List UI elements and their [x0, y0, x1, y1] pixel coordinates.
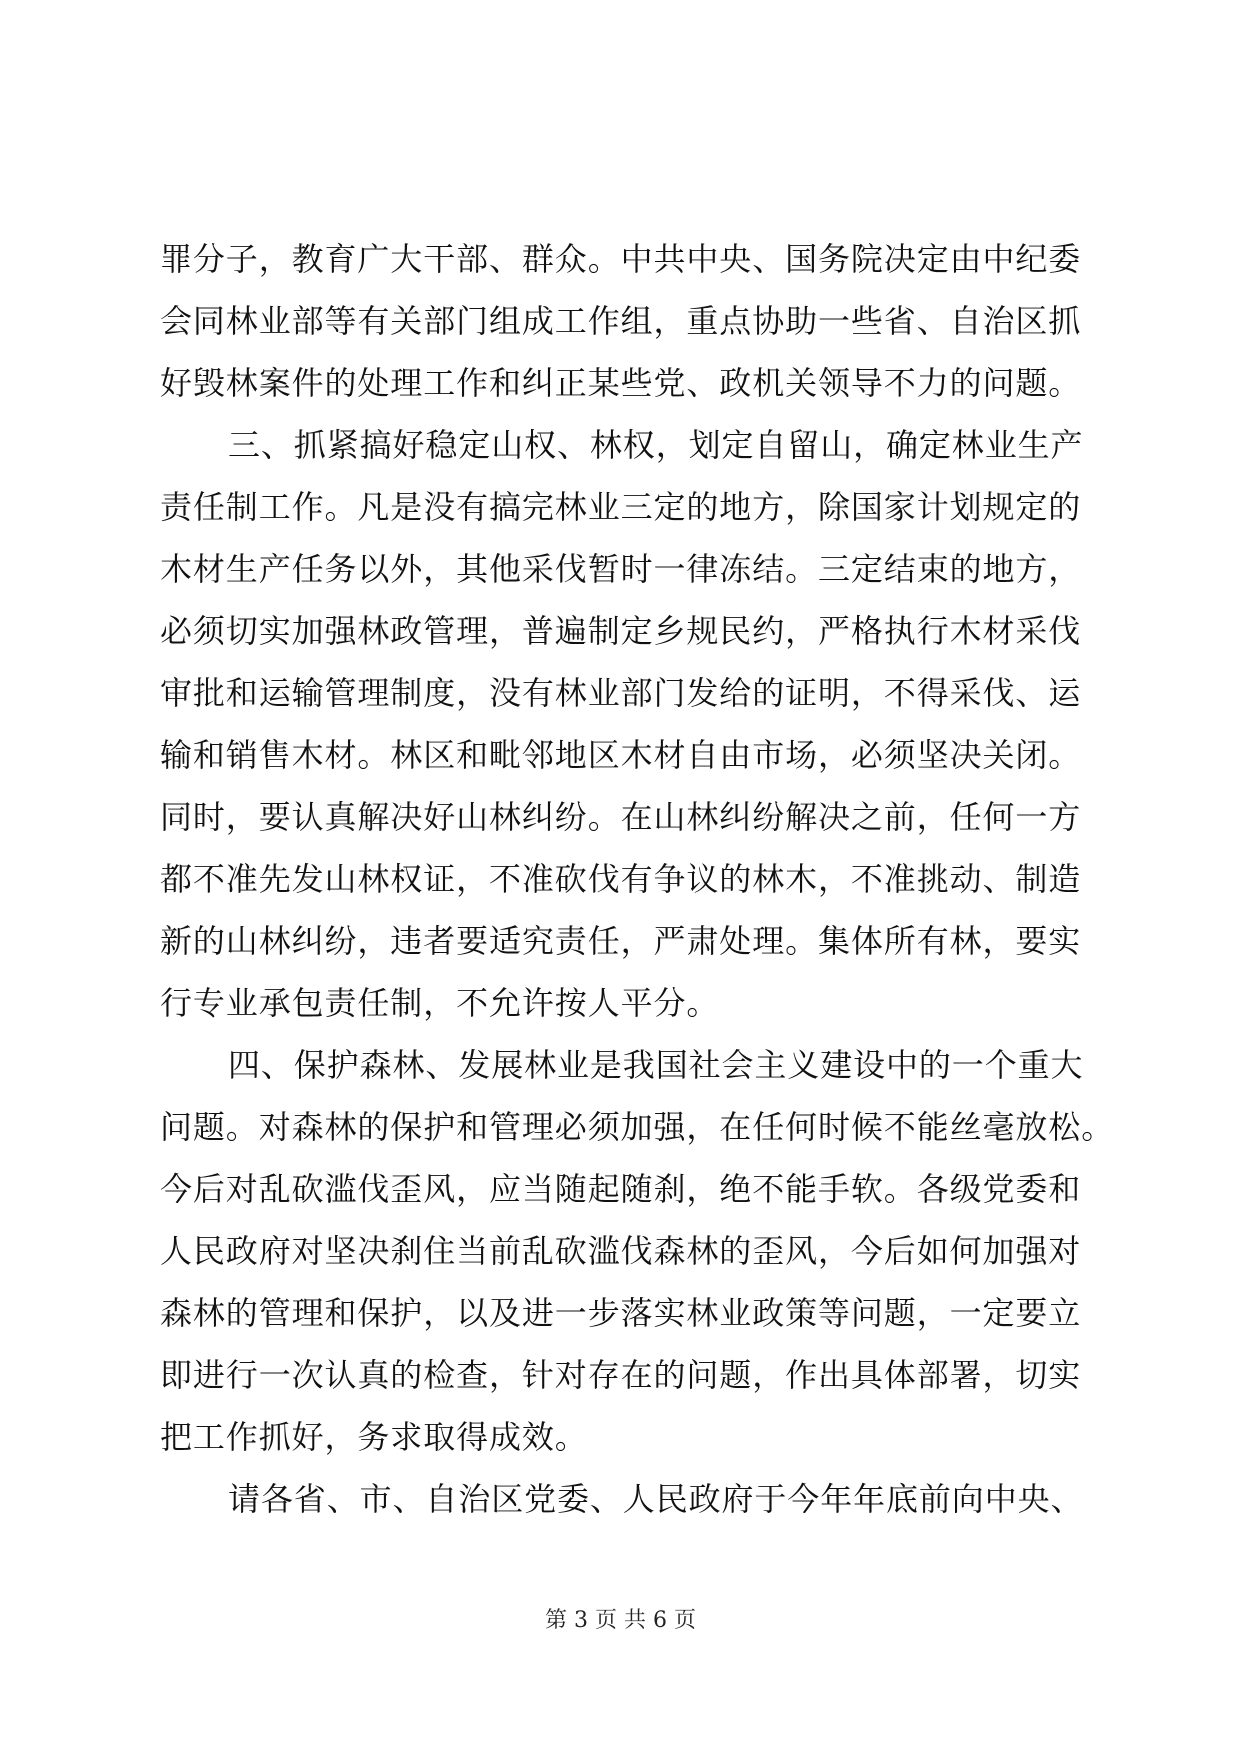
text-line: 森林的管理和保护，以及进一步落实林业政策等问题，一定要立	[160, 1294, 1082, 1332]
text-line: 木材生产任务以外，其他采伐暂时一律冻结。三定结束的地方，	[160, 550, 1082, 588]
paragraph-request	[160, 1468, 1090, 1530]
text-line: 今后对乱砍滥伐歪风，应当随起随刹，绝不能手软。各级党委和	[160, 1170, 1082, 1208]
text-line: 三、抓紧搞好稳定山权、林权，划定自留山，确定林业生产	[228, 426, 1084, 464]
text-line: 人民政府对坚决刹住当前乱砍滥伐森林的歪风，今后如何加强对	[160, 1232, 1082, 1270]
text-line: 把工作抓好，务求取得成效。	[160, 1418, 588, 1456]
text-line: 请各省、市、自治区党委、人民政府于今年年底前向中央、	[228, 1480, 1084, 1518]
text-line: 会同林业部等有关部门组成工作组，重点协助一些省、自治区抓	[160, 302, 1082, 340]
text-line: 好毁林案件的处理工作和纠正某些党、政机关领导不力的问题。	[160, 364, 1082, 402]
text-line: 罪分子，教育广大干部、群众。中共中央、国务院决定由中纪委	[160, 240, 1082, 278]
text-line: 问题。对森林的保护和管理必须加强，在任何时候不能丝毫放松。	[160, 1108, 1115, 1146]
text-line: 审批和运输管理制度，没有林业部门发给的证明，不得采伐、运	[160, 674, 1082, 712]
paragraph-section-four	[160, 1034, 1115, 1468]
text-line: 行专业承包责任制，不允许按人平分。	[160, 984, 720, 1022]
paragraph-continuation	[160, 228, 1090, 414]
text-line: 四、保护森林、发展林业是我国社会主义建设中的一个重大	[228, 1046, 1084, 1084]
text-line: 即进行一次认真的检查，针对存在的问题，作出具体部署，切实	[160, 1356, 1082, 1394]
document-body	[160, 228, 1115, 1530]
page-number-footer: 第 3 页 共 6 页	[545, 1608, 696, 1633]
paragraph-section-three	[160, 414, 1090, 1034]
text-line: 输和销售木材。林区和毗邻地区木材自由市场，必须坚决关闭。	[160, 736, 1082, 774]
text-line: 必须切实加强林政管理，普遍制定乡规民约，严格执行木材采伐	[160, 612, 1082, 650]
text-line: 同时，要认真解决好山林纠纷。在山林纠纷解决之前，任何一方	[160, 798, 1082, 836]
text-line: 责任制工作。凡是没有搞完林业三定的地方，除国家计划规定的	[160, 488, 1082, 526]
text-line: 新的山林纠纷，违者要适究责任，严肃处理。集体所有林，要实	[160, 922, 1082, 960]
text-line: 都不准先发山林权证，不准砍伐有争议的林木，不准挑动、制造	[160, 860, 1082, 898]
